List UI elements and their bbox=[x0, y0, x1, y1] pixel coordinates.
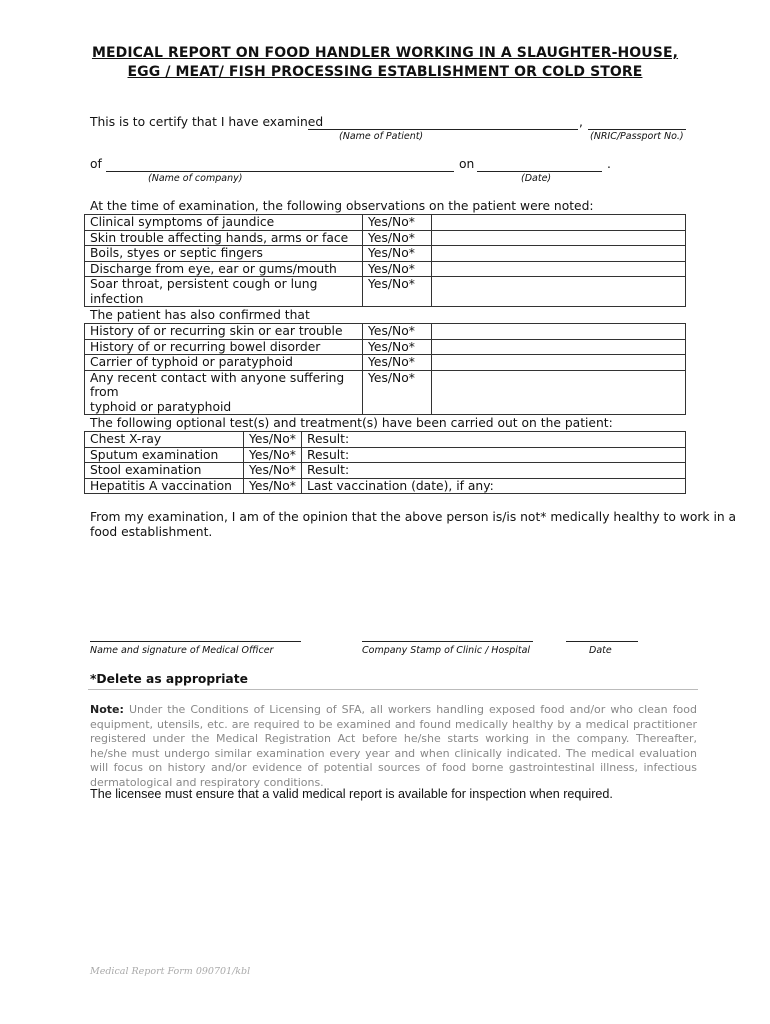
form-title-line2: EGG / MEAT/ FISH PROCESSING ESTABLISHMENT OR COLD STORE bbox=[127, 64, 643, 80]
notes-cell[interactable] bbox=[432, 261, 686, 277]
nric-field[interactable] bbox=[588, 129, 686, 130]
result-cell[interactable]: Result: bbox=[302, 447, 686, 463]
table-row bbox=[85, 261, 686, 277]
row-label: Clinical symptoms of jaundice bbox=[85, 215, 363, 231]
licensing-note bbox=[90, 703, 697, 790]
on-label: on bbox=[459, 157, 475, 171]
yes-no-option[interactable]: Yes/No* bbox=[244, 463, 302, 479]
note-label: Note: bbox=[90, 703, 124, 716]
notes-cell[interactable] bbox=[432, 339, 686, 355]
notes-cell[interactable] bbox=[432, 370, 686, 415]
observations-table bbox=[84, 214, 686, 307]
test-label: Hepatitis A vaccination bbox=[85, 478, 244, 494]
clinic-stamp-caption: Company Stamp of Clinic / Hospital bbox=[362, 645, 531, 656]
note-text: Under the Conditions of Licensing of SFA, all workers handling exposed food and/or who clean food equipment, utensils, etc. are required to be examined and found medically healthy by a medical practitioner registered under the Medical Registration Act before he/she starts working in the company. Thereafter, he/she must undergo similar examination every year and when clinically indicated. The medical evaluation will focus on history and/or evidence of potential sources of food borne gastrointestinal illness, infectious dermatological and respiratory conditions. bbox=[90, 703, 698, 789]
result-cell[interactable]: Result: bbox=[302, 463, 686, 479]
test-label: Chest X-ray bbox=[85, 432, 244, 448]
result-cell[interactable]: Result: bbox=[302, 432, 686, 448]
test-label: Sputum examination bbox=[85, 447, 244, 463]
yes-no-option[interactable]: Yes/No* bbox=[363, 246, 432, 262]
history-table bbox=[84, 323, 686, 415]
clinic-stamp-line[interactable] bbox=[362, 641, 533, 642]
notes-cell[interactable] bbox=[432, 215, 686, 231]
row-label-line1: Any recent contact with anyone suffering from bbox=[90, 370, 345, 399]
signature-date-line[interactable] bbox=[566, 641, 638, 642]
officer-signature-caption: Name and signature of Medical Officer bbox=[90, 645, 274, 656]
table-row bbox=[85, 447, 686, 463]
form-title-line1: MEDICAL REPORT ON FOOD HANDLER WORKING IN A SLAUGHTER-HOUSE, bbox=[91, 45, 679, 61]
notes-cell[interactable] bbox=[432, 277, 686, 307]
yes-no-option[interactable]: Yes/No* bbox=[363, 215, 432, 231]
table-row bbox=[85, 277, 686, 307]
yes-no-option[interactable]: Yes/No* bbox=[363, 355, 432, 371]
table-row bbox=[85, 370, 686, 415]
exam-date-field[interactable] bbox=[477, 171, 602, 172]
row-label: Discharge from eye, ear or gums/mouth bbox=[85, 261, 363, 277]
row-label: Skin trouble affecting hands, arms or face bbox=[85, 230, 363, 246]
tests-heading: The following optional test(s) and treatment(s) have been carried out on the patient: bbox=[90, 416, 613, 430]
history-heading: The patient has also confirmed that bbox=[90, 308, 310, 322]
table-row bbox=[85, 215, 686, 231]
delete-note: *Delete as appropriate bbox=[90, 672, 248, 686]
row-label: History of or recurring bowel disorder bbox=[85, 339, 363, 355]
table-row bbox=[85, 246, 686, 262]
test-label: Stool examination bbox=[85, 463, 244, 479]
period: . bbox=[607, 157, 611, 171]
patient-name-field[interactable] bbox=[308, 129, 578, 130]
licensee-statement: The licensee must ensure that a valid medical report is available for inspection when required. bbox=[90, 787, 613, 801]
table-row bbox=[85, 324, 686, 340]
table-row bbox=[85, 478, 686, 494]
certify-comma: , bbox=[579, 115, 583, 129]
certify-text: This is to certify that I have examined bbox=[90, 115, 324, 129]
result-cell[interactable]: Last vaccination (date), if any: bbox=[302, 478, 686, 494]
yes-no-option[interactable]: Yes/No* bbox=[363, 370, 432, 415]
yes-no-option[interactable]: Yes/No* bbox=[244, 478, 302, 494]
yes-no-option[interactable]: Yes/No* bbox=[363, 261, 432, 277]
signature-date-caption: Date bbox=[589, 645, 612, 656]
yes-no-option[interactable]: Yes/No* bbox=[363, 339, 432, 355]
company-name-field[interactable] bbox=[106, 171, 454, 172]
table-row bbox=[85, 432, 686, 448]
officer-signature-line[interactable] bbox=[90, 641, 301, 642]
opinion-line2: food establishment. bbox=[90, 525, 213, 539]
table-row bbox=[85, 355, 686, 371]
yes-no-option[interactable]: Yes/No* bbox=[363, 277, 432, 307]
row-label: Soar throat, persistent cough or lung infection bbox=[85, 277, 363, 307]
section-divider bbox=[88, 689, 698, 690]
yes-no-option[interactable]: Yes/No* bbox=[363, 230, 432, 246]
tests-table bbox=[84, 431, 686, 494]
yes-no-option[interactable]: Yes/No* bbox=[244, 432, 302, 448]
nric-caption: (NRIC/Passport No.) bbox=[590, 131, 684, 142]
table-row bbox=[85, 463, 686, 479]
table-row bbox=[85, 339, 686, 355]
row-label: Boils, styes or septic fingers bbox=[85, 246, 363, 262]
row-label bbox=[85, 370, 363, 415]
yes-no-option[interactable]: Yes/No* bbox=[363, 324, 432, 340]
row-label: Carrier of typhoid or paratyphoid bbox=[85, 355, 363, 371]
company-caption: (Name of company) bbox=[148, 173, 243, 184]
form-footer: Medical Report Form 090701/kbl bbox=[90, 966, 251, 977]
row-label: History of or recurring skin or ear trouble bbox=[85, 324, 363, 340]
table-row bbox=[85, 230, 686, 246]
of-label: of bbox=[90, 157, 102, 171]
notes-cell[interactable] bbox=[432, 246, 686, 262]
row-label-line2: typhoid or paratyphoid bbox=[90, 399, 232, 414]
notes-cell[interactable] bbox=[432, 230, 686, 246]
observations-heading: At the time of examination, the following observations on the patient were noted: bbox=[90, 199, 594, 213]
patient-name-caption: (Name of Patient) bbox=[339, 131, 424, 142]
opinion-line1: From my examination, I am of the opinion that the above person is/is not* medically healthy to work in a bbox=[90, 510, 737, 524]
date-caption: (Date) bbox=[521, 173, 552, 184]
yes-no-option[interactable]: Yes/No* bbox=[244, 447, 302, 463]
notes-cell[interactable] bbox=[432, 324, 686, 340]
notes-cell[interactable] bbox=[432, 355, 686, 371]
